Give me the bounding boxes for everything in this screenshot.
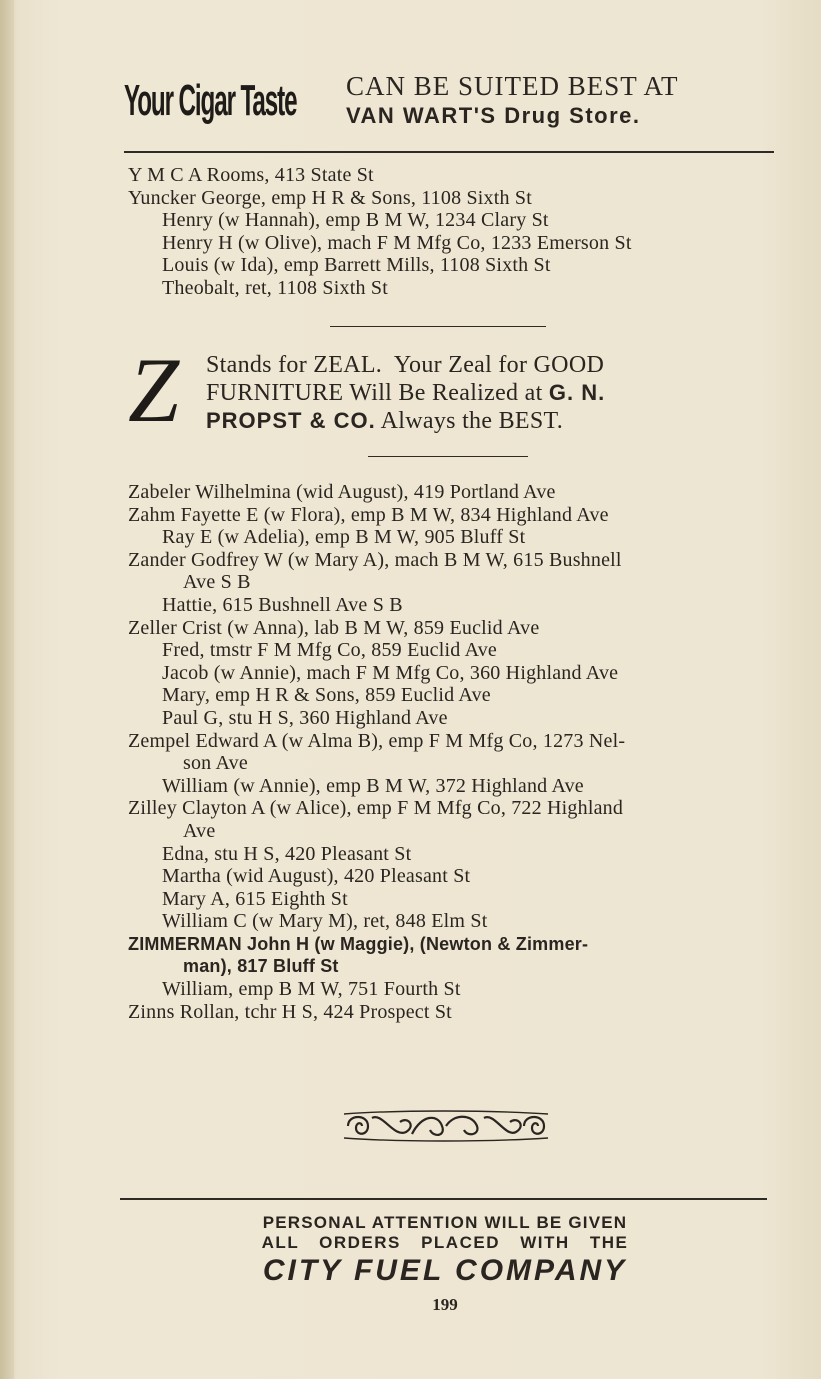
decorative-ornament-icon xyxy=(338,1108,554,1144)
propst-advertisement xyxy=(128,339,778,442)
footer-rule xyxy=(120,1198,767,1200)
city-fuel-advertisement xyxy=(200,1213,690,1289)
header-rule xyxy=(124,151,774,153)
directory-entry: Paul G, stu H S, 360 Highland Ave xyxy=(162,706,448,729)
cigar-ad-line-2: VAN WART'S Drug Store. xyxy=(346,103,641,128)
drop-cap-z: Z xyxy=(128,339,180,441)
directory-entry: Mary A, 615 Eighth St xyxy=(162,887,348,910)
entries-y-section xyxy=(128,164,778,300)
directory-entry: Henry (w Hannah), emp B M W, 1234 Clary St xyxy=(162,209,549,232)
directory-entry: Y M C A Rooms, 413 State St xyxy=(128,164,374,186)
cigar-headline: Your Cigar Taste xyxy=(124,76,297,125)
directory-entry: Zander Godfrey W (w Mary A), mach B M W, 615 Bushnell Ave S B xyxy=(128,548,622,594)
directory-entry: Zilley Clayton A (w Alice), emp F M Mfg Co, 722 Highland Ave xyxy=(128,797,624,842)
directory-entry: Fred, tmstr F M Mfg Co, 859 Euclid Ave xyxy=(162,639,498,662)
directory-entry: Hattie, 615 Bushnell Ave S B xyxy=(162,593,403,616)
section-divider-1 xyxy=(330,326,546,327)
directory-entry: Zempel Edward A (w Alma B), emp F M Mfg Co, 1273 Nel- son Ave xyxy=(128,729,626,775)
page-spine xyxy=(0,0,14,1379)
directory-entry: Mary, emp H R & Sons, 859 Euclid Ave xyxy=(162,684,491,707)
directory-entry: Zeller Crist (w Anna), lab B M W, 859 Euclid Ave xyxy=(128,616,540,639)
fuel-ad-company-name: CITY FUEL COMPANY xyxy=(262,1254,628,1287)
directory-entry: Jacob (w Annie), mach F M Mfg Co, 360 Highland Ave xyxy=(162,661,619,684)
directory-entry: William C (w Mary M), ret, 848 Elm St xyxy=(162,910,488,933)
entries-z-section xyxy=(128,481,778,1023)
fuel-ad-line-1: PERSONAL ATTENTION WILL BE GIVEN xyxy=(262,1213,628,1232)
directory-entry: William, emp B M W, 751 Fourth St xyxy=(162,978,461,1001)
page-number: 199 xyxy=(432,1295,458,1314)
directory-entry-bold: ZIMMERMAN John H (w Maggie), (Newton & Zimmer- man), 817 Bluff St xyxy=(128,933,589,977)
propst-ad-line-1: Stands for ZEAL. Your Zeal for GOOD xyxy=(206,352,605,378)
directory-entry: Zabeler Wilhelmina (wid August), 419 Portland Ave xyxy=(128,481,556,503)
directory-entry: Zinns Rollan, tchr H S, 424 Prospect St xyxy=(128,1000,452,1023)
cigar-ad-line-1: CAN BE SUITED BEST AT xyxy=(346,71,679,101)
directory-entry: Edna, stu H S, 420 Pleasant St xyxy=(162,842,412,865)
propst-ad-text xyxy=(206,352,786,435)
propst-ad-line-3: PROPST & CO. Always the BEST. xyxy=(206,408,564,434)
directory-entry: Henry H (w Olive), mach F M Mfg Co, 1233 Emerson St xyxy=(162,231,632,254)
propst-ad-line-2: FURNITURE Will Be Realized at G. N. xyxy=(206,380,606,406)
cigar-advertisement xyxy=(124,68,774,138)
directory-entry: Yuncker George, emp H R & Sons, 1108 Sixth St xyxy=(128,186,532,209)
directory-entry: Zahm Fayette E (w Flora), emp B M W, 834 Highland Ave xyxy=(128,503,609,526)
directory-entry: Louis (w Ida), emp Barrett Mills, 1108 Sixth St xyxy=(162,254,551,277)
directory-entry: William (w Annie), emp B M W, 372 Highland Ave xyxy=(162,774,584,797)
fuel-ad-line-2: ALL ORDERS PLACED WITH THE xyxy=(261,1233,629,1252)
directory-entry: Ray E (w Adelia), emp B M W, 905 Bluff St xyxy=(162,526,526,549)
directory-entry: Theobalt, ret, 1108 Sixth St xyxy=(162,276,388,299)
directory-entry: Martha (wid August), 420 Pleasant St xyxy=(162,865,471,888)
section-divider-2 xyxy=(368,456,528,457)
